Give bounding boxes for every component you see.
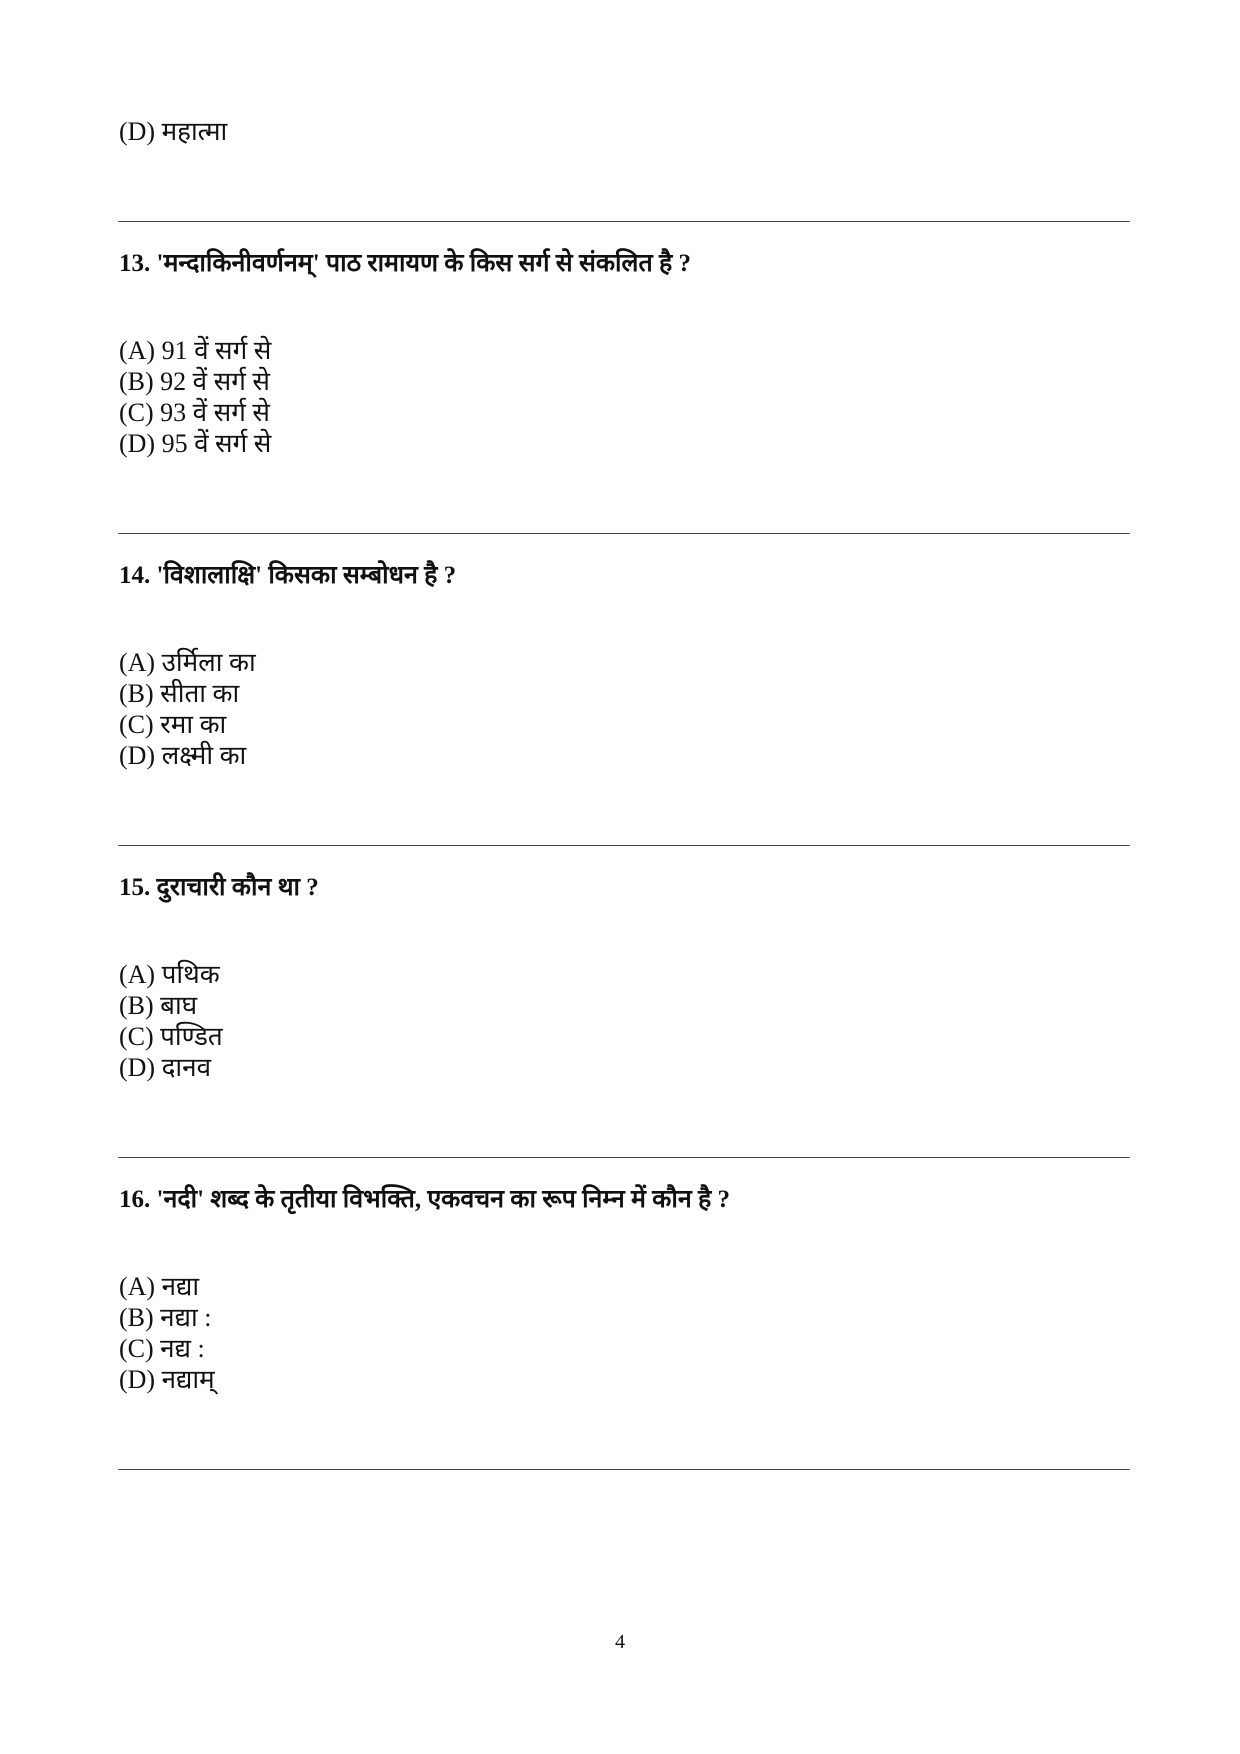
divider — [118, 1157, 1130, 1158]
option-c: (C) नद्य : — [119, 1334, 205, 1363]
option-a: (A) 91 वें सर्ग से — [119, 336, 272, 365]
question-title: 15. दुराचारी कौन था ? — [119, 874, 319, 901]
option-c: (C) रमा का — [119, 710, 227, 739]
option-c: (C) 93 वें सर्ग से — [119, 398, 270, 427]
option-a: (A) उर्मिला का — [119, 648, 256, 677]
divider — [118, 845, 1130, 846]
option-d: (D) 95 वें सर्ग से — [119, 429, 272, 458]
option-b: (B) नद्या : — [119, 1303, 212, 1332]
question-title: 13. 'मन्दाकिनीवर्णनम्' पाठ रामायण के किस सर्ग से संकलित है ? — [119, 250, 691, 277]
option-line: (D) महात्मा — [119, 117, 228, 146]
option-a: (A) पथिक — [119, 960, 220, 989]
divider — [118, 533, 1130, 534]
option-b: (B) बाघ — [119, 991, 198, 1020]
option-a: (A) नद्या — [119, 1272, 200, 1301]
option-b: (B) सीता का — [119, 679, 240, 708]
option-d: (D) नद्याम् — [119, 1365, 215, 1394]
question-title: 14. 'विशालाक्षि' किसका सम्बोधन है ? — [119, 562, 457, 589]
divider — [118, 1469, 1130, 1470]
option-d: (D) लक्ष्मी का — [119, 741, 247, 770]
option-c: (C) पण्डित — [119, 1022, 223, 1051]
option-b: (B) 92 वें सर्ग से — [119, 367, 270, 396]
option-d: (D) दानव — [119, 1053, 212, 1082]
question-title: 16. 'नदी' शब्द के तृतीया विभक्ति, एकवचन का रूप निम्न में कौन है ? — [119, 1186, 730, 1213]
page-number: 4 — [615, 1631, 625, 1653]
divider — [118, 221, 1130, 222]
